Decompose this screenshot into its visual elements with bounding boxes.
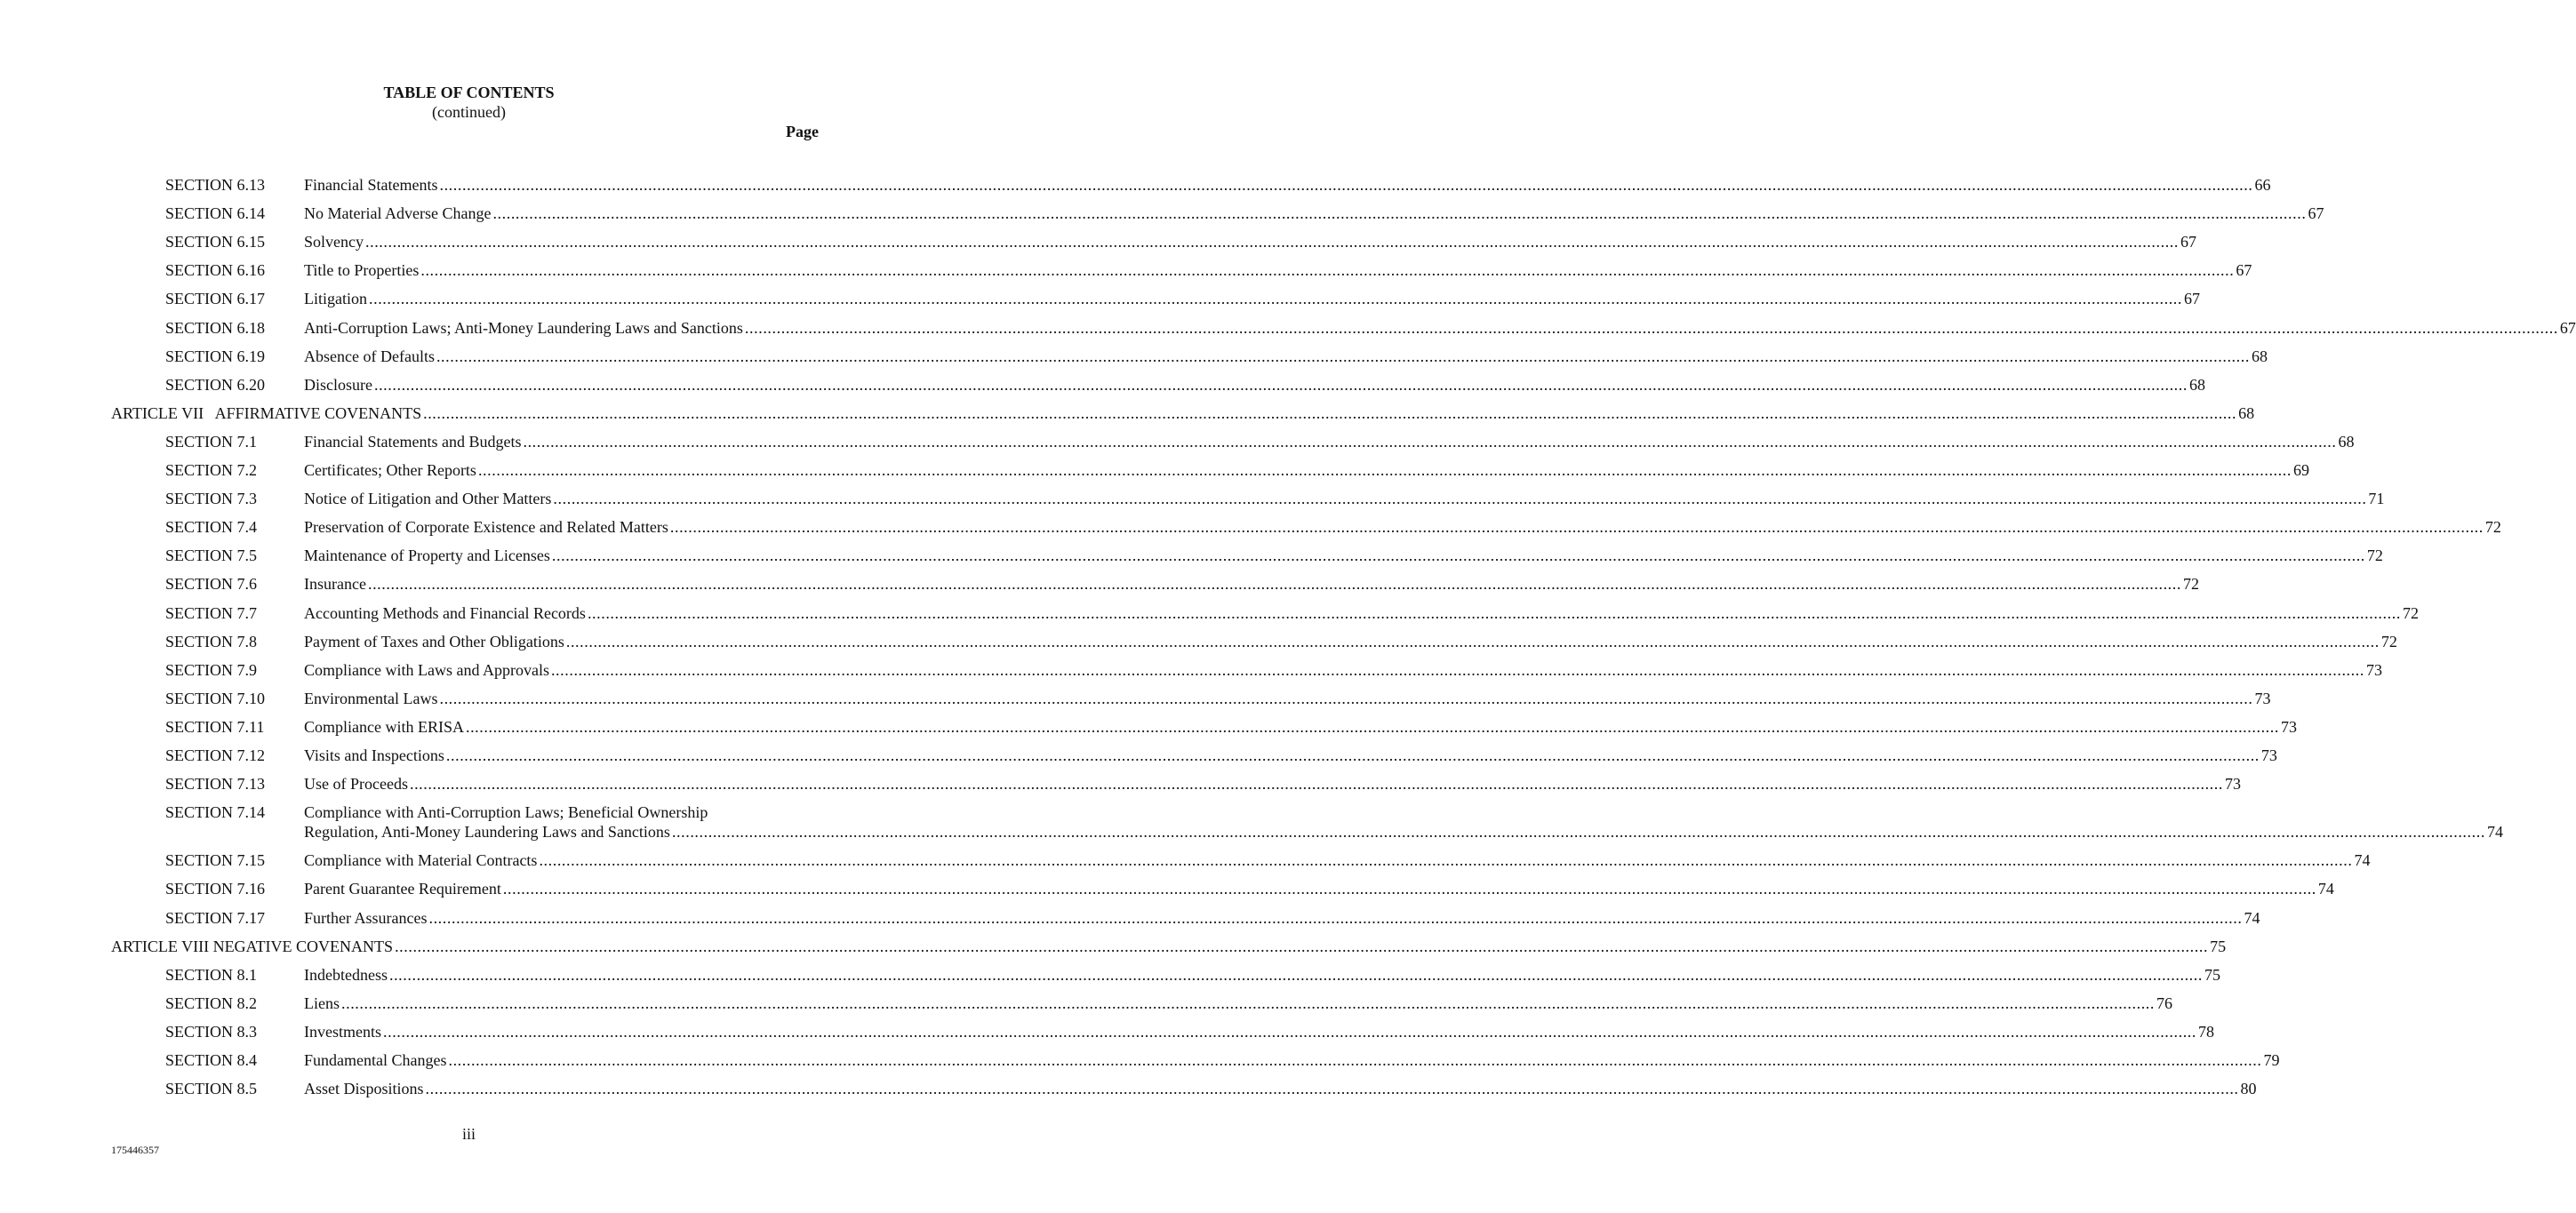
- page-ref: 76: [2156, 994, 2172, 1012]
- section-number: SECTION 7.7: [165, 604, 257, 622]
- section-number: SECTION 7.12: [165, 746, 265, 764]
- page-ref: 74: [2317, 880, 2334, 898]
- entry-leader-row: [304, 994, 2172, 1013]
- dot-leader: ................................................................................................................................................................................................................................................................................................................................................................................................................: [425, 1080, 2239, 1097]
- section-number: SECTION 8.4: [165, 1051, 257, 1069]
- page-ref: 67: [2236, 261, 2252, 279]
- entry-leader-row: [304, 632, 2397, 651]
- entry-body: [111, 403, 2255, 423]
- dot-leader: ................................................................................................................................................................................................................................................................................................................................................................................................................: [439, 176, 2253, 194]
- entry-body: [304, 517, 2501, 537]
- entry-title: Visits and Inspections: [304, 746, 444, 764]
- entry-body: [304, 546, 2383, 565]
- entry-title: Financial Statements and Budgets: [304, 433, 522, 451]
- section-number: SECTION 8.3: [165, 1023, 257, 1041]
- entry-title: Accounting Methods and Financial Records: [304, 604, 586, 622]
- dot-leader: ................................................................................................................................................................................................................................................................................................................................................................................................................: [367, 575, 2181, 593]
- dot-leader: ................................................................................................................................................................................................................................................................................................................................................................................................................: [550, 661, 2364, 679]
- entry-leader-row: [304, 546, 2383, 565]
- entry-leader-row: [111, 937, 2227, 956]
- page-ref: 74: [2486, 823, 2503, 841]
- section-number: SECTION 6.16: [165, 261, 265, 279]
- dot-leader: ................................................................................................................................................................................................................................................................................................................................................................................................................: [539, 851, 2353, 869]
- section-number: SECTION 7.9: [165, 661, 257, 679]
- section-number: SECTION 6.17: [165, 290, 265, 307]
- entry-leader-row: [304, 603, 2419, 623]
- dot-leader: ................................................................................................................................................................................................................................................................................................................................................................................................................: [365, 233, 2179, 251]
- section-number: SECTION 7.17: [165, 909, 265, 927]
- section-number: SECTION 7.3: [165, 490, 257, 507]
- entry-title: Anti-Corruption Laws; Anti-Money Laundering Laws and Sanctions: [304, 319, 743, 337]
- entry-title-line: Compliance with Anti-Corruption Laws; Beneficial Ownership: [304, 803, 708, 821]
- dot-leader: ................................................................................................................................................................................................................................................................................................................................................................................................................: [553, 490, 2367, 507]
- page-ref: 78: [2198, 1023, 2214, 1041]
- entry-leader-row: [304, 432, 2355, 451]
- entry-body: [304, 908, 2260, 928]
- section-number: SECTION 8.5: [165, 1080, 257, 1097]
- entry-title: Financial Statements: [304, 176, 438, 194]
- entry-title: Environmental Laws: [304, 690, 438, 707]
- entry-body: [304, 574, 2199, 594]
- entry-body: [304, 175, 2271, 195]
- page-ref: 75: [2210, 938, 2227, 955]
- entry-leader-row: [111, 403, 2255, 423]
- entry-leader-row: [304, 375, 2205, 395]
- section-number: SECTION 6.14: [165, 204, 265, 222]
- entry-body: [304, 232, 2196, 251]
- entry-body: [304, 318, 2576, 338]
- section-number: SECTION 6.15: [165, 233, 265, 251]
- dot-leader: ................................................................................................................................................................................................................................................................................................................................................................................................................: [523, 433, 2337, 451]
- section-number: SECTION 8.1: [165, 966, 257, 984]
- entry-title: Disclosure: [304, 376, 372, 394]
- section-number: SECTION 7.1: [165, 433, 257, 451]
- entry-title: Insurance: [304, 575, 366, 593]
- entry-title: Indebtedness: [304, 966, 388, 984]
- page-ref: 75: [2204, 966, 2220, 984]
- dot-leader: ................................................................................................................................................................................................................................................................................................................................................................................................................: [551, 547, 2365, 564]
- page-ref: 67: [2184, 290, 2200, 307]
- section-number: SECTION 6.13: [165, 176, 265, 194]
- entry-body: [304, 717, 2297, 737]
- dot-leader: ................................................................................................................................................................................................................................................................................................................................................................................................................: [369, 290, 2182, 307]
- entry-leader-row: [304, 1022, 2214, 1041]
- section-number: SECTION 7.6: [165, 575, 257, 593]
- page-ref: 68: [2188, 376, 2205, 394]
- entry-title: Fundamental Changes: [304, 1051, 447, 1069]
- page-ref: 73: [2224, 775, 2241, 793]
- document-id: 175446357: [111, 1144, 159, 1156]
- entry-title: Maintenance of Property and Licenses: [304, 547, 550, 564]
- page-ref: 72: [2366, 547, 2383, 564]
- entry-title: Asset Dispositions: [304, 1080, 424, 1097]
- entry-title: Further Assurances: [304, 909, 428, 927]
- page-ref: 67: [2180, 233, 2196, 251]
- entry-leader-row: [304, 822, 2503, 842]
- page-ref: 73: [2280, 718, 2297, 736]
- entry-title: Regulation, Anti-Money Laundering Laws and Sanctions: [304, 823, 670, 841]
- entry-leader-row: [304, 1050, 2280, 1070]
- section-number: SECTION 7.11: [165, 718, 265, 736]
- entry-title: ARTICLE VII AFFIRMATIVE COVENANTS: [111, 404, 422, 422]
- entry-title: Compliance with ERISA: [304, 718, 464, 736]
- page-ref: 74: [2244, 909, 2260, 927]
- entry-title: Title to Properties: [304, 261, 420, 279]
- dot-leader: ................................................................................................................................................................................................................................................................................................................................................................................................................: [477, 461, 2292, 479]
- page-ref: 67: [2559, 319, 2576, 337]
- dot-leader: ................................................................................................................................................................................................................................................................................................................................................................................................................: [388, 966, 2203, 984]
- entry-title: Parent Guarantee Requirement: [304, 880, 501, 898]
- entry-body: [304, 994, 2172, 1013]
- page-ref: 73: [2254, 690, 2271, 707]
- entry-body: [304, 1022, 2214, 1041]
- entry-title: Payment of Taxes and Other Obligations: [304, 633, 564, 650]
- entry-leader-row: [304, 574, 2199, 594]
- entry-title: ARTICLE VIII NEGATIVE COVENANTS: [111, 938, 394, 955]
- entry-title: Notice of Litigation and Other Matters: [304, 490, 552, 507]
- entry-body: [304, 375, 2205, 395]
- entry-title: Compliance with Material Contracts: [304, 851, 538, 869]
- section-number: SECTION 7.4: [165, 518, 257, 536]
- dot-leader: ................................................................................................................................................................................................................................................................................................................................................................................................................: [465, 718, 2279, 736]
- entry-leader-row: [304, 260, 2252, 280]
- dot-leader: ................................................................................................................................................................................................................................................................................................................................................................................................................: [502, 880, 2316, 898]
- entry-leader-row: [304, 774, 2241, 794]
- entry-body: [304, 432, 2355, 451]
- entry-body: [304, 660, 2382, 680]
- entry-leader-row: [304, 689, 2271, 708]
- dot-leader: ................................................................................................................................................................................................................................................................................................................................................................................................................: [445, 746, 2260, 764]
- page-ref: 73: [2260, 746, 2277, 764]
- entry-leader-row: [304, 489, 2385, 508]
- entry-body: [304, 632, 2397, 651]
- entry-leader-row: [304, 879, 2334, 898]
- dot-leader: ................................................................................................................................................................................................................................................................................................................................................................................................................: [439, 690, 2253, 707]
- dot-leader: ................................................................................................................................................................................................................................................................................................................................................................................................................: [373, 376, 2188, 394]
- entry-leader-row: [304, 347, 2268, 366]
- entry-title: Investments: [304, 1023, 381, 1041]
- toc-header: [0, 83, 938, 122]
- entry-body: [304, 203, 2324, 223]
- dot-leader: ................................................................................................................................................................................................................................................................................................................................................................................................................: [671, 823, 2485, 841]
- page-ref: 69: [2292, 461, 2309, 479]
- page-ref: 72: [2402, 604, 2419, 622]
- entry-body: [304, 1050, 2280, 1070]
- toc-subtitle: (continued): [432, 103, 506, 121]
- page-ref: 73: [2365, 661, 2382, 679]
- entry-title: Litigation: [304, 290, 367, 307]
- section-number: SECTION 7.8: [165, 633, 257, 650]
- dot-leader: ................................................................................................................................................................................................................................................................................................................................................................................................................: [428, 909, 2243, 927]
- entry-title: Certificates; Other Reports: [304, 461, 476, 479]
- entry-leader-row: [304, 289, 2200, 308]
- dot-leader: ................................................................................................................................................................................................................................................................................................................................................................................................................: [420, 261, 2235, 279]
- toc-title: TABLE OF CONTENTS: [383, 84, 555, 101]
- section-number: SECTION 6.19: [165, 347, 265, 365]
- entry-title: Absence of Defaults: [304, 347, 435, 365]
- entry-leader-row: [304, 717, 2297, 737]
- entry-body: [111, 937, 2227, 956]
- entry-leader-row: [304, 460, 2309, 480]
- dot-leader: ................................................................................................................................................................................................................................................................................................................................................................................................................: [395, 938, 2209, 955]
- entry-title: Preservation of Corporate Existence and Related Matters: [304, 518, 668, 536]
- page-ref: 72: [2484, 518, 2501, 536]
- entry-body: [304, 489, 2385, 508]
- entry-body: [304, 603, 2419, 623]
- entry-body: [304, 965, 2220, 985]
- section-number: SECTION 7.13: [165, 775, 265, 793]
- dot-leader: ................................................................................................................................................................................................................................................................................................................................................................................................................: [669, 518, 2484, 536]
- entry-body: [304, 689, 2271, 708]
- entry-leader-row: [304, 908, 2260, 928]
- dot-leader: ................................................................................................................................................................................................................................................................................................................................................................................................................: [409, 775, 2223, 793]
- entry-leader-row: [304, 1079, 2257, 1098]
- section-number: SECTION 6.18: [165, 319, 265, 337]
- entry-title: Use of Proceeds: [304, 775, 408, 793]
- dot-leader: ................................................................................................................................................................................................................................................................................................................................................................................................................: [436, 347, 2250, 365]
- entry-body: [304, 802, 2503, 842]
- entry-leader-row: [304, 850, 2371, 870]
- dot-leader: ................................................................................................................................................................................................................................................................................................................................................................................................................: [565, 633, 2380, 650]
- entry-leader-row: [304, 232, 2196, 251]
- page-number: iii: [461, 1125, 476, 1143]
- page-ref: 66: [2254, 176, 2271, 194]
- page-ref: 74: [2354, 851, 2371, 869]
- entry-leader-row: [304, 517, 2501, 537]
- entry-body: [304, 260, 2252, 280]
- page-ref: 68: [2238, 404, 2255, 422]
- section-number: SECTION 7.2: [165, 461, 257, 479]
- section-number: SECTION 7.14: [165, 803, 265, 821]
- section-number: SECTION 7.5: [165, 547, 257, 564]
- entry-title: Compliance with Laws and Approvals: [304, 661, 549, 679]
- entry-title: Liens: [304, 994, 340, 1012]
- entry-leader-row: [304, 965, 2220, 985]
- entry-leader-row: [304, 660, 2382, 680]
- dot-leader: ................................................................................................................................................................................................................................................................................................................................................................................................................: [383, 1023, 2196, 1041]
- page-ref: 72: [2182, 575, 2199, 593]
- page-ref: 71: [2368, 490, 2385, 507]
- entry-body: [304, 879, 2334, 898]
- section-number: SECTION 6.20: [165, 376, 265, 394]
- dot-leader: ................................................................................................................................................................................................................................................................................................................................................................................................................: [744, 319, 2558, 337]
- dot-leader: ................................................................................................................................................................................................................................................................................................................................................................................................................: [492, 204, 2307, 222]
- entry-title: Solvency: [304, 233, 364, 251]
- entry-body: [304, 347, 2268, 366]
- entry-leader-row: [304, 746, 2277, 765]
- entry-title: No Material Adverse Change: [304, 204, 492, 222]
- page-ref: 72: [2380, 633, 2397, 650]
- entry-leader-row: [304, 318, 2576, 338]
- page-ref: 67: [2308, 204, 2324, 222]
- dot-leader: ................................................................................................................................................................................................................................................................................................................................................................................................................: [341, 994, 2155, 1012]
- dot-leader: ................................................................................................................................................................................................................................................................................................................................................................................................................: [448, 1051, 2262, 1069]
- page-ref: 68: [2251, 347, 2268, 365]
- page-ref: 80: [2240, 1080, 2257, 1097]
- dot-leader: ................................................................................................................................................................................................................................................................................................................................................................................................................: [587, 604, 2401, 622]
- entry-leader-row: [304, 203, 2324, 223]
- entry-body: [304, 460, 2309, 480]
- page-ref: 79: [2263, 1051, 2280, 1069]
- section-number: SECTION 7.16: [165, 880, 265, 898]
- entry-body: [304, 774, 2241, 794]
- section-number: SECTION 7.15: [165, 851, 265, 869]
- dot-leader: ................................................................................................................................................................................................................................................................................................................................................................................................................: [423, 404, 2237, 422]
- entry-body: [304, 746, 2277, 765]
- entry-body: [304, 850, 2371, 870]
- entry-leader-row: [304, 175, 2271, 195]
- entry-body: [304, 289, 2200, 308]
- section-number: SECTION 7.10: [165, 690, 265, 707]
- entry-body: [304, 1079, 2257, 1098]
- page-ref: 68: [2338, 433, 2355, 451]
- page-column-label: Page: [786, 123, 819, 140]
- section-number: SECTION 8.2: [165, 994, 257, 1012]
